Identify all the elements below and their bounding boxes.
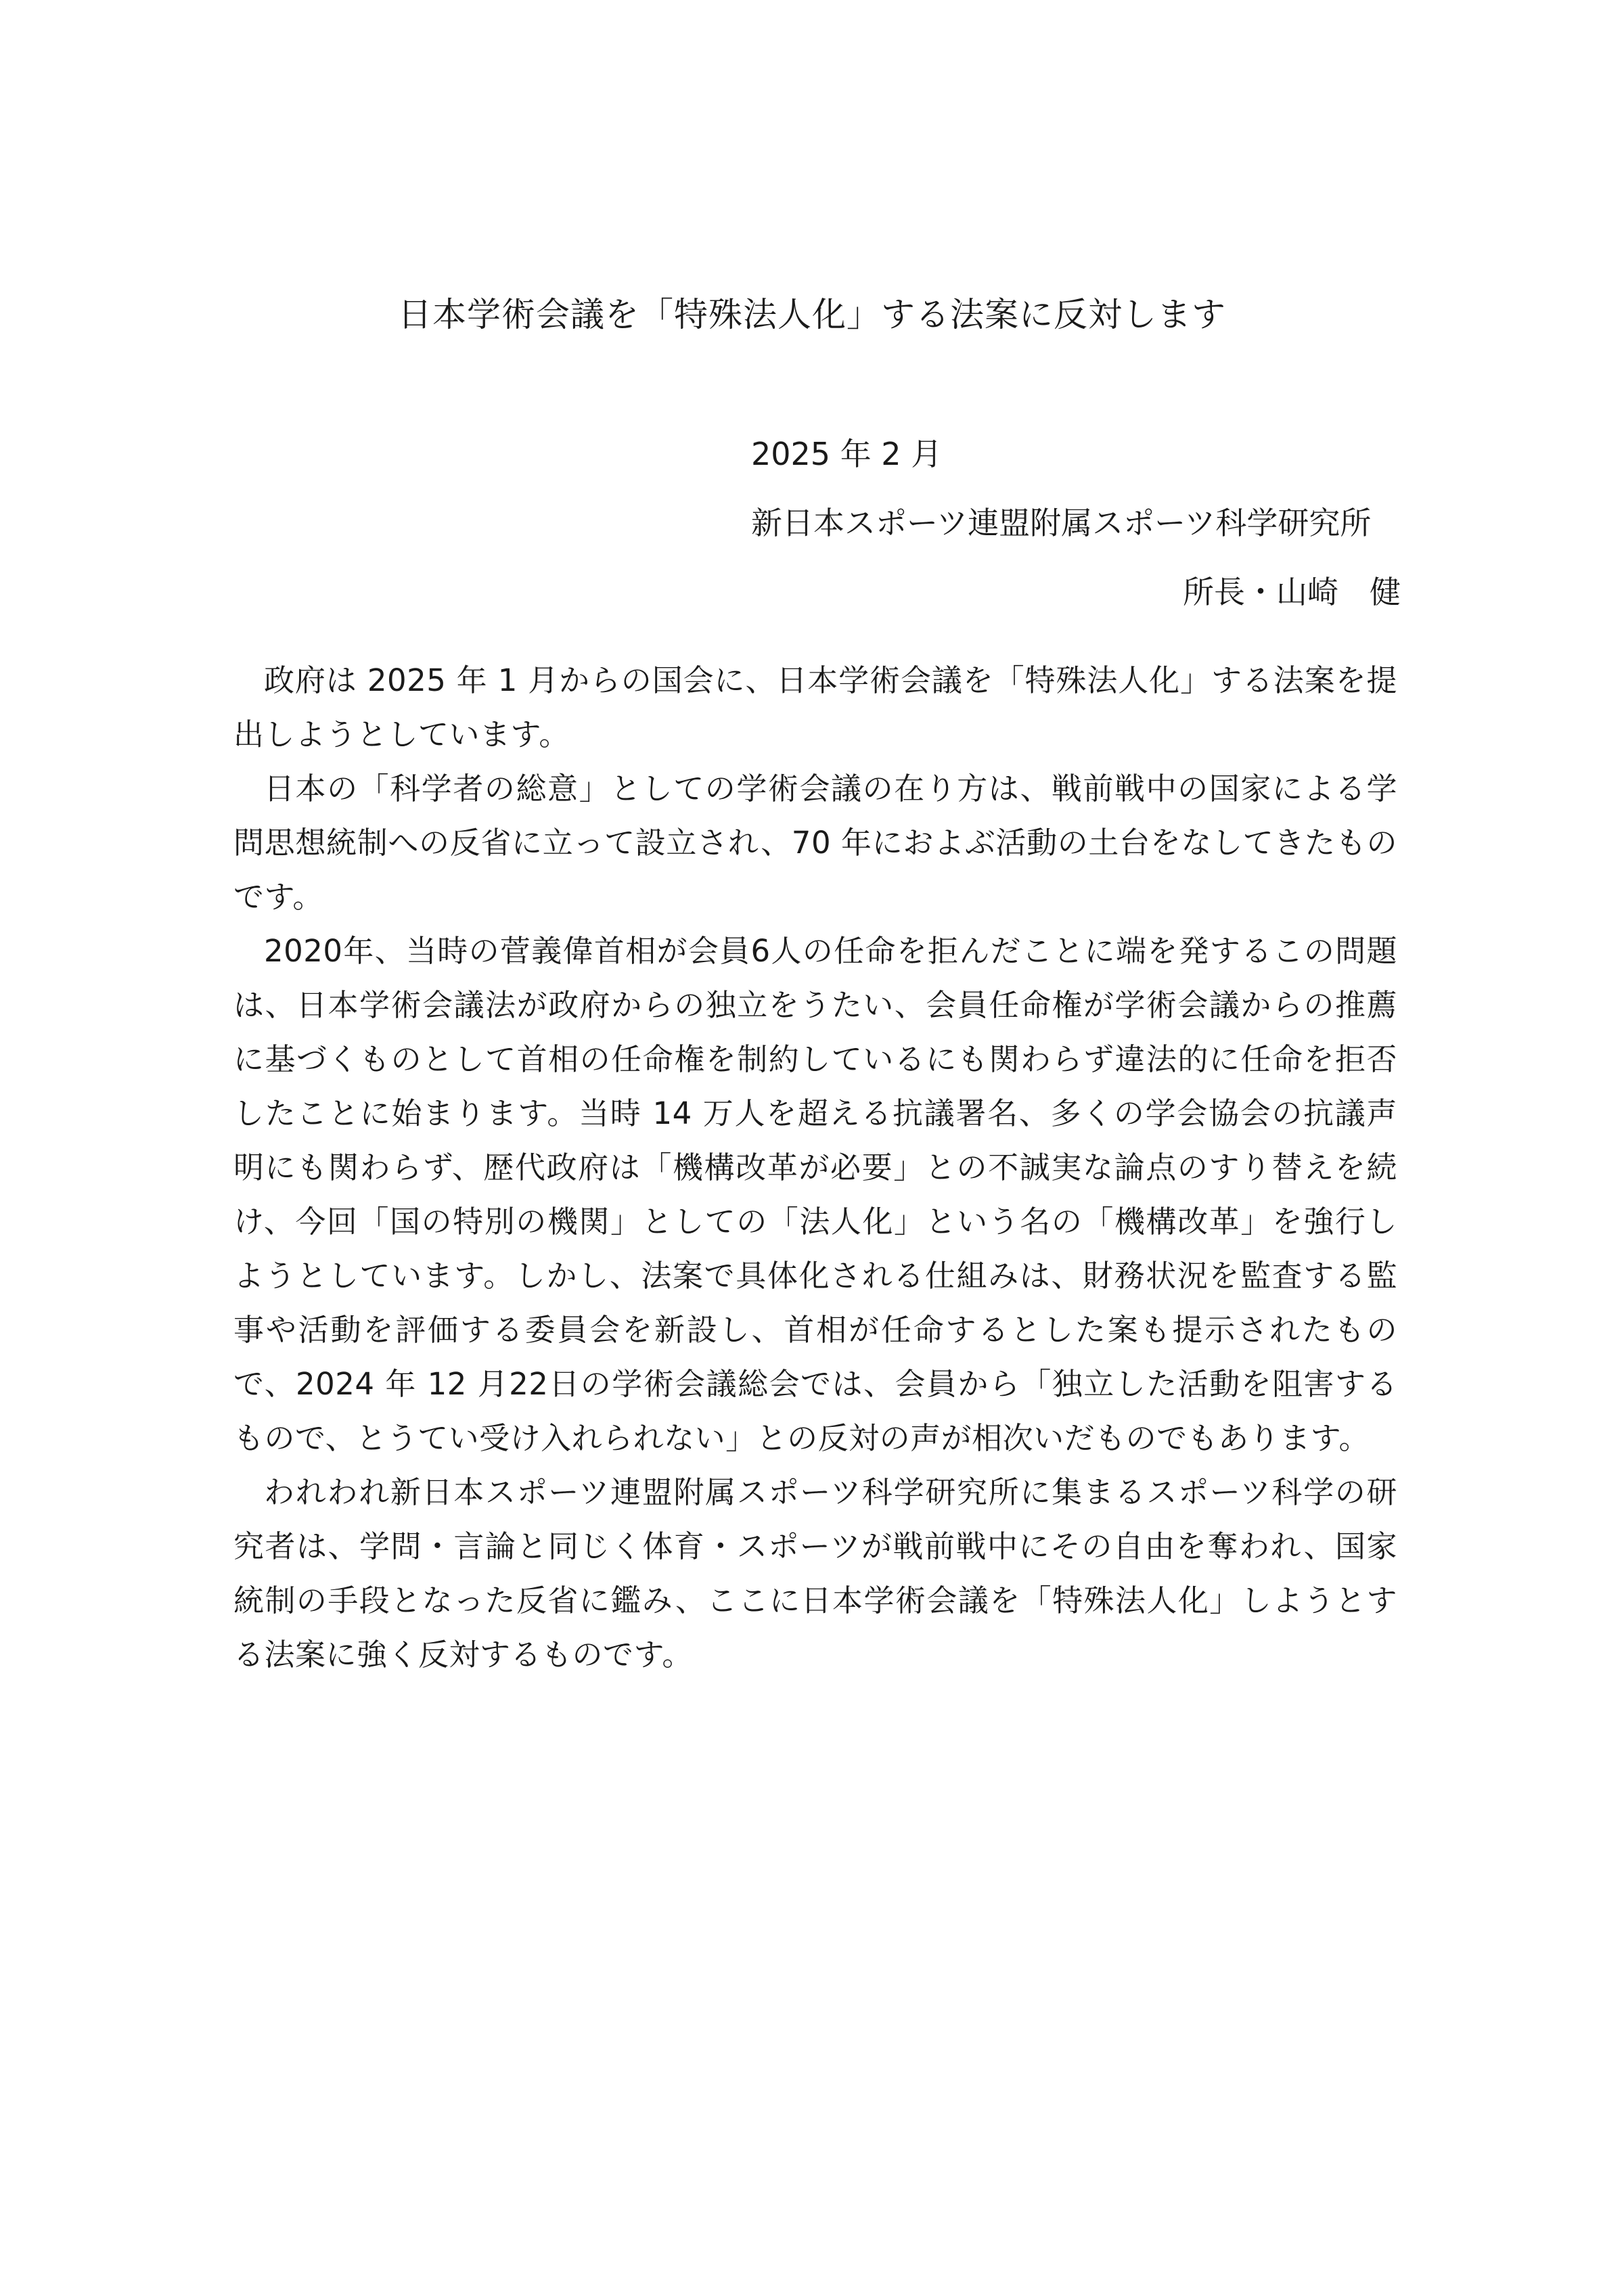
signatory: 所長・山崎 健 (1183, 574, 1401, 610)
paragraph-2: 日本の「科学者の総意」としての学術会議の在り方は、戦前戦中の国家による学問思想統制への反省に立って設立され、70 年におよぶ活動の土台をなしてきたものです。 (233, 771, 1397, 915)
document-body (233, 654, 1397, 1682)
organization-name: 新日本スポーツ連盟附属スポーツ科学研究所 (751, 505, 1372, 541)
document-date: 2025 年 2 月 (751, 436, 943, 472)
paragraph-3: 2020年、当時の菅義偉首相が会員6人の任命を拒んだことに端を発するこの問題は、日本学術会議法が政府からの独立をうたい、会員任命権が学術会議からの推薦に基づくものとして首相の任命権を制約しているにも関わらず違法的に任命を拒否したことに始まります。当時 14 万人を超える抗議署名、多くの学会協会の抗議声明にも関わらず、歴代政府は「機構改革が必要」との不誠実な論点のすり替えを続け、今回「国の特別の機関」としての「法人化」という名の「機構改革」を強行しようとしています。しかし、法案で具体化される仕組みは、財務状況を監査する監事や活動を評価する委員会を新設し、首相が任命するとした案も提示されたもので、2024 年 12 月22日の学術会議総会では、会員から「独立した活動を阻害するもので、とうてい受け入れられない」との反対の声が相次いだものでもあります。 (233, 933, 1397, 1456)
document-header (751, 419, 1401, 627)
document-title: 日本学術会議を「特殊法人化」する法案に反対します (398, 295, 1226, 334)
paragraph-1: 政府は 2025 年 1 月からの国会に、日本学術会議を「特殊法人化」する法案を提出しようとしています。 (233, 662, 1397, 752)
paragraph-4: われわれ新日本スポーツ連盟附属スポーツ科学研究所に集まるスポーツ科学の研究者は、学問・言論と同じく体育・スポーツが戦前戦中にその自由を奪われ、国家統制の手段となった反省に鑑み、ここに日本学術会議を「特殊法人化」しようとする法案に強く反対するものです。 (233, 1474, 1397, 1673)
